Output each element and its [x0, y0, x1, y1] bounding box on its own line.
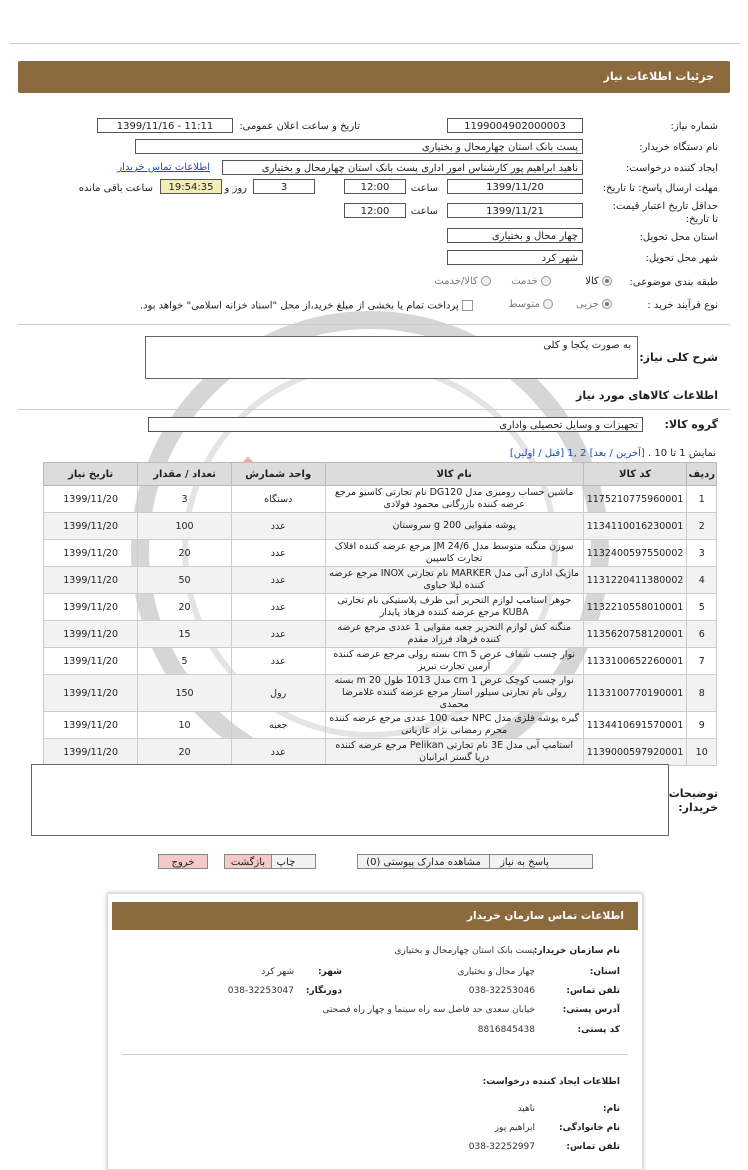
- item-code: 1133100652260001: [583, 648, 687, 675]
- row-number: 9: [687, 712, 717, 739]
- contact-address-value: خیابان سعدی حد فاصل سه راه سینما و چهار راه فصحتی: [322, 1005, 535, 1015]
- top-divider: [10, 43, 740, 44]
- summary-textarea[interactable]: [145, 336, 638, 379]
- category-label: طبقه بندی موضوعی:: [629, 277, 718, 288]
- item-date: 1399/11/20: [44, 739, 138, 766]
- item-unit: عدد: [231, 648, 325, 675]
- creator-info-title: اطلاعات ایجاد کننده درخواست:: [482, 1077, 620, 1087]
- table-row: [44, 594, 717, 621]
- item-unit: عدد: [231, 513, 325, 540]
- summary-label: شرح کلی نیاز:: [639, 351, 718, 364]
- page-title: جزئیات اطلاعات نیاز: [603, 70, 714, 83]
- contact-fax-value: 038-32253047: [227, 986, 294, 996]
- contact-postal-label: کد پستی:: [577, 1025, 620, 1035]
- item-name: منگنه کش لوازم التحریر جعبه مقوایی 1 عددی مرجع عرضه کننده فرهاد فرزاد مقدم: [325, 621, 583, 648]
- announce-field: 1399/11/16 - 11:11: [97, 118, 233, 133]
- item-qty: 10: [138, 712, 232, 739]
- item-date: 1399/11/20: [44, 567, 138, 594]
- contact-city-value: شهر کرد: [261, 967, 294, 977]
- payment-checkbox-icon[interactable]: [462, 300, 473, 311]
- row-number: 4: [687, 567, 717, 594]
- table-row: [44, 621, 717, 648]
- process-option-medium[interactable]: متوسط: [508, 299, 553, 310]
- item-code: 1139000597920001: [583, 739, 687, 766]
- item-name: پوشه مقوایی 200 g سروستان: [325, 513, 583, 540]
- row-number: 7: [687, 648, 717, 675]
- reply-button[interactable]: پاسخ به نیاز: [456, 854, 593, 869]
- row-number: 10: [687, 739, 717, 766]
- table-row: [44, 739, 717, 766]
- item-name: گیره پوشه فلزی مدل NPC جعبه 100 عددی مرجع عرضه کننده محرم رمضانی نژاد غازیانی: [325, 712, 583, 739]
- pager: [510, 448, 716, 459]
- creator-family-label: نام خانوادگی:: [558, 1123, 620, 1133]
- summary-text: به صورت یکجا و کلی: [543, 340, 631, 351]
- category-option-service[interactable]: خدمت: [511, 276, 551, 287]
- pager-text: نمایش 1 تا 10 .: [648, 448, 716, 459]
- validity-time-field: 12:00: [344, 203, 406, 218]
- contact-province-label: استان:: [589, 967, 620, 977]
- creator-field: ناهید ابراهیم پور کارشناس امور اداری پست بانک استان چهارمحال و بختیاری: [222, 160, 583, 175]
- payment-note[interactable]: پرداخت تمام یا بخشی از مبلغ خرید،از محل "اسناد خزانه اسلامی" خواهد بود.: [140, 300, 473, 312]
- creator-name-label: نام:: [603, 1104, 620, 1114]
- pager-links[interactable]: [آخرین / بعد] 2 ,1 [قبل / اولین]: [509, 448, 645, 459]
- item-date: 1399/11/20: [44, 513, 138, 540]
- creator-name-value: ناهید: [517, 1104, 535, 1114]
- category-option-goods-service[interactable]: کالا/خدمت: [434, 276, 491, 287]
- section-divider: [18, 324, 730, 325]
- item-code: 1132210558010001: [583, 594, 687, 621]
- item-unit: جعبه: [231, 712, 325, 739]
- buyer-contact-link[interactable]: اطلاعات تماس خریدار: [117, 162, 210, 173]
- goods-group-field: تجهیزات و وسایل تحصیلی واداری: [148, 417, 643, 432]
- row-number: 6: [687, 621, 717, 648]
- notes-textarea[interactable]: [31, 764, 669, 836]
- item-qty: 15: [138, 621, 232, 648]
- col-code: کد کالا: [583, 463, 687, 486]
- goods-section-title: اطلاعات کالاهای مورد نیاز: [576, 389, 718, 402]
- remaining-time-field: 19:54:35: [160, 179, 222, 194]
- item-code: 1175210775960001: [583, 486, 687, 513]
- item-code: 1131220411380002: [583, 567, 687, 594]
- creator-label: ایجاد کننده درخواست:: [625, 163, 718, 174]
- item-qty: 150: [138, 675, 232, 712]
- table-row: [44, 486, 717, 513]
- need-number-label: شماره نیاز:: [670, 121, 718, 132]
- contact-org-value: پست بانک استان چهارمحال و بختیاری: [394, 946, 535, 956]
- deadline-date-field: 1399/11/20: [447, 179, 583, 194]
- creator-family-value: ابراهیم پور: [494, 1123, 535, 1133]
- page-header-bar: [18, 61, 730, 93]
- item-unit: عدد: [231, 739, 325, 766]
- item-code: 1135620758120001: [583, 621, 687, 648]
- contact-city-label: شهر:: [318, 967, 342, 977]
- creator-phone-label: تلفن تماس:: [566, 1142, 620, 1152]
- row-number: 8: [687, 675, 717, 712]
- attachments-button[interactable]: مشاهده مدارک پیوستی (0): [357, 854, 490, 869]
- item-name: استامپ آبی مدل 3E نام تجارتی Pelikan مرجع عرضه کننده دریا گستر ایرانیان: [325, 739, 583, 766]
- contact-divider: [122, 1054, 628, 1055]
- buyer-contact-card: [107, 893, 643, 1170]
- deadline-label: مهلت ارسال پاسخ: تا تاریخ:: [602, 183, 718, 194]
- deadline-time-field: 12:00: [344, 179, 406, 194]
- notes-label: توضیحات خریدار:: [668, 787, 718, 814]
- item-name: ماشین حساب رومیزی مدل DG120 نام تجارتی کاسیو مرجع عرضه کننده بازرگانی محمود فولادی: [325, 486, 583, 513]
- row-number: 3: [687, 540, 717, 567]
- deadline-time-label: ساعت: [410, 183, 438, 194]
- item-date: 1399/11/20: [44, 594, 138, 621]
- item-name: نوار چسب شفاف عرض cm 5 بسته رولی مرجع عرضه کننده آرمین تجارت تبریز: [325, 648, 583, 675]
- goods-divider: [18, 409, 730, 410]
- process-option-minor[interactable]: جزیی: [576, 299, 612, 310]
- item-date: 1399/11/20: [44, 675, 138, 712]
- table-row: [44, 648, 717, 675]
- item-name: جوهر استامپ لوازم التحریر آبی ظرف پلاستیکی نام تجارتی KUBA مرجع عرضه کننده فرهاد پایدار: [325, 594, 583, 621]
- remaining-label: ساعت باقی مانده: [78, 183, 153, 194]
- col-name: نام کالا: [325, 463, 583, 486]
- item-code: 1134110016230001: [583, 513, 687, 540]
- contact-card-title: اطلاعات تماس سازمان خریدار: [467, 910, 624, 922]
- contact-org-label: نام سازمان خریدار:: [533, 946, 620, 956]
- table-row: [44, 712, 717, 739]
- buyer-org-field: پست بانک استان چهارمحال و بختیاری: [135, 139, 583, 154]
- goods-group-label: گروه کالا:: [664, 418, 718, 431]
- item-code: 1133100770190001: [583, 675, 687, 712]
- item-qty: 20: [138, 540, 232, 567]
- creator-phone-value: 038-32252997: [468, 1142, 535, 1152]
- contact-card-header: [112, 902, 638, 930]
- item-code: 1134410691570001: [583, 712, 687, 739]
- row-number: 5: [687, 594, 717, 621]
- table-row: [44, 567, 717, 594]
- item-code: 1132400597550002: [583, 540, 687, 567]
- item-qty: 50: [138, 567, 232, 594]
- goods-table: [43, 462, 717, 766]
- contact-postal-value: 8816845438: [477, 1025, 535, 1035]
- exit-button[interactable]: خروج: [158, 854, 208, 869]
- item-unit: عدد: [231, 540, 325, 567]
- buyer-org-label: نام دستگاه خریدار:: [639, 142, 718, 153]
- back-button[interactable]: بازگشت: [224, 854, 272, 869]
- item-date: 1399/11/20: [44, 540, 138, 567]
- item-date: 1399/11/20: [44, 648, 138, 675]
- contact-address-label: آدرس پستی:: [562, 1005, 620, 1015]
- col-row: ردیف: [687, 463, 717, 486]
- item-name: ماژیک اداری آبی مدل MARKER نام تجارتی INOX مرجع عرضه کننده لیلا حیاوی: [325, 567, 583, 594]
- validity-date-field: 1399/11/21: [447, 203, 583, 218]
- category-option-goods[interactable]: کالا: [585, 276, 612, 287]
- days-field: 3: [253, 179, 315, 194]
- item-qty: 20: [138, 739, 232, 766]
- table-row: [44, 540, 717, 567]
- row-number: 1: [687, 486, 717, 513]
- province-label: استان محل تحویل:: [639, 232, 718, 243]
- row-number: 2: [687, 513, 717, 540]
- item-unit: دستگاه: [231, 486, 325, 513]
- process-label: نوع فرآیند خرید :: [647, 300, 718, 311]
- table-row: [44, 675, 717, 712]
- table-row: [44, 513, 717, 540]
- item-qty: 5: [138, 648, 232, 675]
- days-label: روز و: [224, 183, 247, 194]
- item-qty: 3: [138, 486, 232, 513]
- province-field: چهار محال و بختیاری: [447, 228, 583, 243]
- item-date: 1399/11/20: [44, 712, 138, 739]
- contact-phone-label: تلفن تماس:: [566, 986, 620, 996]
- item-name: نوار چسب کوچک عرض cm 1 مدل 1013 طول m 20 بسته رولی نام تجارتی سیلور استار مرجع عرضه کننده غلامرضا محمدی: [325, 675, 583, 712]
- item-unit: عدد: [231, 621, 325, 648]
- city-label: شهر محل تحویل:: [645, 253, 718, 264]
- item-unit: رول: [231, 675, 325, 712]
- validity-time-label: ساعت: [410, 206, 438, 217]
- contact-phone-value: 038-32253046: [468, 986, 535, 996]
- item-date: 1399/11/20: [44, 621, 138, 648]
- item-qty: 20: [138, 594, 232, 621]
- print-button[interactable]: چاپ: [256, 854, 316, 869]
- col-unit: واحد شمارش: [231, 463, 325, 486]
- need-number-field: 1199004902000003: [447, 118, 583, 133]
- item-unit: عدد: [231, 594, 325, 621]
- contact-fax-label: دورنگار:: [305, 986, 342, 996]
- item-unit: عدد: [231, 567, 325, 594]
- contact-province-value: چهار محال و بختیاری: [457, 967, 535, 977]
- announce-label: تاریخ و ساعت اعلان عمومی:: [239, 121, 360, 132]
- city-field: شهر کرد: [447, 250, 583, 265]
- item-date: 1399/11/20: [44, 486, 138, 513]
- validity-label: حداقل تاریخ اعتبار قیمت: تا تاریخ:: [612, 201, 718, 225]
- col-date: تاریخ نیاز: [44, 463, 138, 486]
- col-qty: تعداد / مقدار: [138, 463, 232, 486]
- item-qty: 100: [138, 513, 232, 540]
- item-name: سوزن منگنه متوسط مدل JM 24/6 مرجع عرضه کننده افلاک تجارت کاسپین: [325, 540, 583, 567]
